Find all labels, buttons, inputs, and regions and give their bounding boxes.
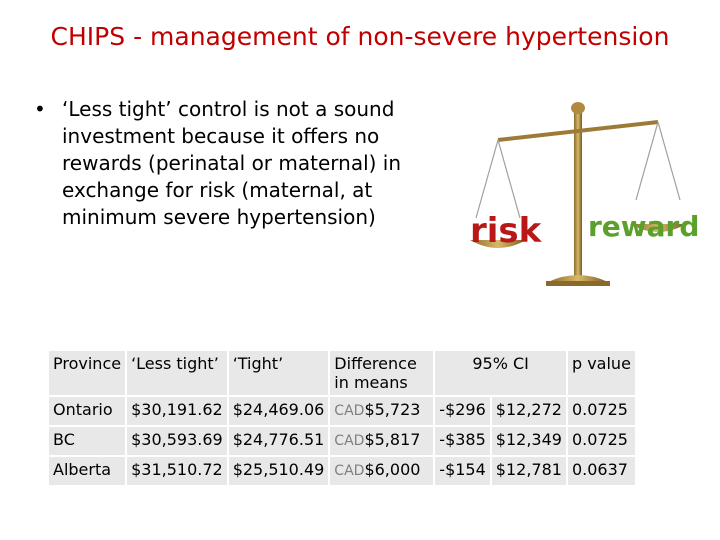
table-row — [49, 457, 635, 485]
header-province: Province — [49, 351, 125, 395]
currency-prefix: CAD — [334, 463, 365, 479]
header-tight: ‘Tight’ — [229, 351, 329, 395]
cell-difference — [330, 397, 433, 425]
cell-ci-low: -$154 — [435, 457, 490, 485]
table-header-row — [49, 351, 635, 395]
cell-less-tight: $31,510.72 — [127, 457, 227, 485]
table-row — [49, 397, 635, 425]
bullet-text: ‘Less tight’ control is not a sound investment because it offers no rewards (perinatal or maternal) in exchange for risk (maternal, at minimum severe hypertension) — [62, 97, 402, 229]
cell-less-tight: $30,191.62 — [127, 397, 227, 425]
difference-value: $5,817 — [364, 430, 421, 449]
cell-difference — [330, 427, 433, 455]
cell-province: Ontario — [49, 397, 125, 425]
header-difference: Difference in means — [330, 351, 433, 395]
cost-table — [47, 349, 637, 487]
risk-reward-scale-image — [468, 100, 700, 290]
cell-ci-low: -$296 — [435, 397, 490, 425]
cell-tight: $25,510.49 — [229, 457, 329, 485]
reward-word: reward — [588, 210, 700, 243]
difference-value: $6,000 — [364, 460, 421, 479]
cell-p-value: 0.0725 — [568, 397, 635, 425]
cell-province: BC — [49, 427, 125, 455]
header-ci: 95% CI — [435, 351, 566, 395]
scale-base — [548, 275, 608, 282]
currency-prefix: CAD — [334, 433, 365, 449]
cell-tight: $24,469.06 — [229, 397, 329, 425]
cell-p-value: 0.0725 — [568, 427, 635, 455]
difference-value: $5,723 — [364, 400, 421, 419]
cell-p-value: 0.0637 — [568, 457, 635, 485]
cell-province: Alberta — [49, 457, 125, 485]
page-title: CHIPS - management of non-severe hypertension — [50, 22, 670, 51]
bullet-marker: • — [34, 97, 46, 121]
cell-tight: $24,776.51 — [229, 427, 329, 455]
cell-ci-high: $12,349 — [492, 427, 566, 455]
header-p: p value — [568, 351, 635, 395]
header-less-tight: ‘Less tight’ — [127, 351, 227, 395]
currency-prefix: CAD — [334, 403, 365, 419]
scale-pole — [574, 108, 582, 278]
cell-difference — [330, 457, 433, 485]
cell-ci-high: $12,272 — [492, 397, 566, 425]
risk-word: risk — [470, 211, 542, 251]
cell-ci-low: -$385 — [435, 427, 490, 455]
cell-ci-high: $12,781 — [492, 457, 566, 485]
cell-less-tight: $30,593.69 — [127, 427, 227, 455]
scale-top-knob — [571, 102, 585, 114]
table-row — [49, 427, 635, 455]
